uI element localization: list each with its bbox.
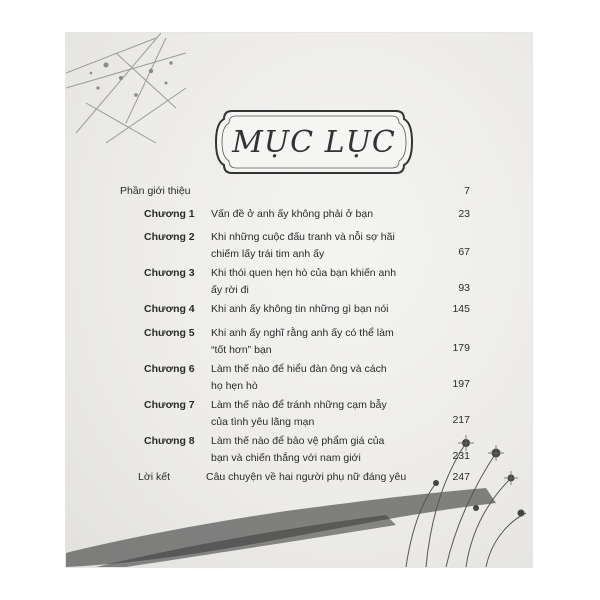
toc-ch2-line1: Khi những cuộc đấu tranh và nỗi sợ hãi [211, 231, 395, 243]
toc-epilogue-label: Lời kết [138, 471, 170, 483]
toc-ch4-text [211, 301, 431, 318]
table-of-contents [66, 33, 532, 567]
book-page [66, 33, 532, 567]
toc-ch2-text [211, 229, 431, 263]
toc-ch1-text [211, 206, 431, 223]
toc-ch4-page: 145 [452, 303, 470, 315]
toc-ch5-text [211, 325, 431, 359]
toc-ch7-text [211, 397, 431, 431]
toc-ch5-label: Chương 5 [144, 327, 195, 339]
toc-epilogue-text [206, 469, 446, 486]
toc-ch7-line1: Làm thế nào để tránh những cạm bẫy [211, 399, 387, 411]
toc-ch3-line1: Khi thói quen hẹn hò của bạn khiến anh [211, 267, 397, 279]
toc-ch2-label: Chương 2 [144, 231, 195, 243]
toc-ch1-line1: Vấn đề ở anh ấy không phải ở bạn [211, 208, 374, 220]
toc-ch5-line2: “tốt hơn” bạn [211, 344, 272, 356]
toc-ch7-line2: của tình yêu lãng mạn [211, 416, 315, 428]
toc-ch6-line1: Làm thế nào để hiểu đàn ông và cách [211, 363, 387, 375]
toc-ch1-label: Chương 1 [144, 208, 195, 220]
toc-ch3-label: Chương 3 [144, 267, 195, 279]
page-title: MỤC LỤC [232, 124, 396, 160]
toc-ch8-label: Chương 8 [144, 435, 195, 447]
toc-ch7-page: 217 [452, 414, 470, 426]
toc-ch6-page: 197 [452, 378, 470, 390]
toc-ch3-line2: ấy rời đi [211, 284, 249, 296]
toc-ch5-page: 179 [452, 342, 470, 354]
toc-ch8-page: 231 [452, 450, 470, 462]
toc-ch8-line2: bạn và chiến thắng với nam giới [211, 452, 361, 464]
toc-ch4-line1: Khi anh ấy không tin những gì bạn nói [211, 303, 389, 315]
toc-ch6-label: Chương 6 [144, 363, 195, 375]
toc-ch1-page: 23 [458, 208, 470, 220]
toc-epilogue-page: 247 [452, 471, 470, 483]
toc-ch2-line2: chiếm lấy trái tim anh ấy [211, 248, 325, 260]
toc-ch5-line1: Khi anh ấy nghĩ rằng anh ấy có thể làm [211, 327, 394, 339]
toc-intro-page: 7 [464, 185, 470, 197]
toc-ch2-page: 67 [458, 246, 470, 258]
toc-ch8-line1: Làm thế nào để bảo vệ phẩm giá của [211, 435, 385, 447]
toc-ch3-page: 93 [458, 282, 470, 294]
toc-ch7-label: Chương 7 [144, 399, 195, 411]
toc-epilogue-line1: Câu chuyện về hai người phụ nữ đáng yêu [206, 471, 407, 483]
toc-ch6-text [211, 361, 431, 395]
toc-ch3-text [211, 265, 431, 299]
toc-intro-label: Phần giới thiệu [120, 185, 191, 197]
toc-ch6-line2: họ hẹn hò [211, 380, 258, 392]
toc-ch8-text [211, 433, 431, 467]
toc-ch4-label: Chương 4 [144, 303, 195, 315]
